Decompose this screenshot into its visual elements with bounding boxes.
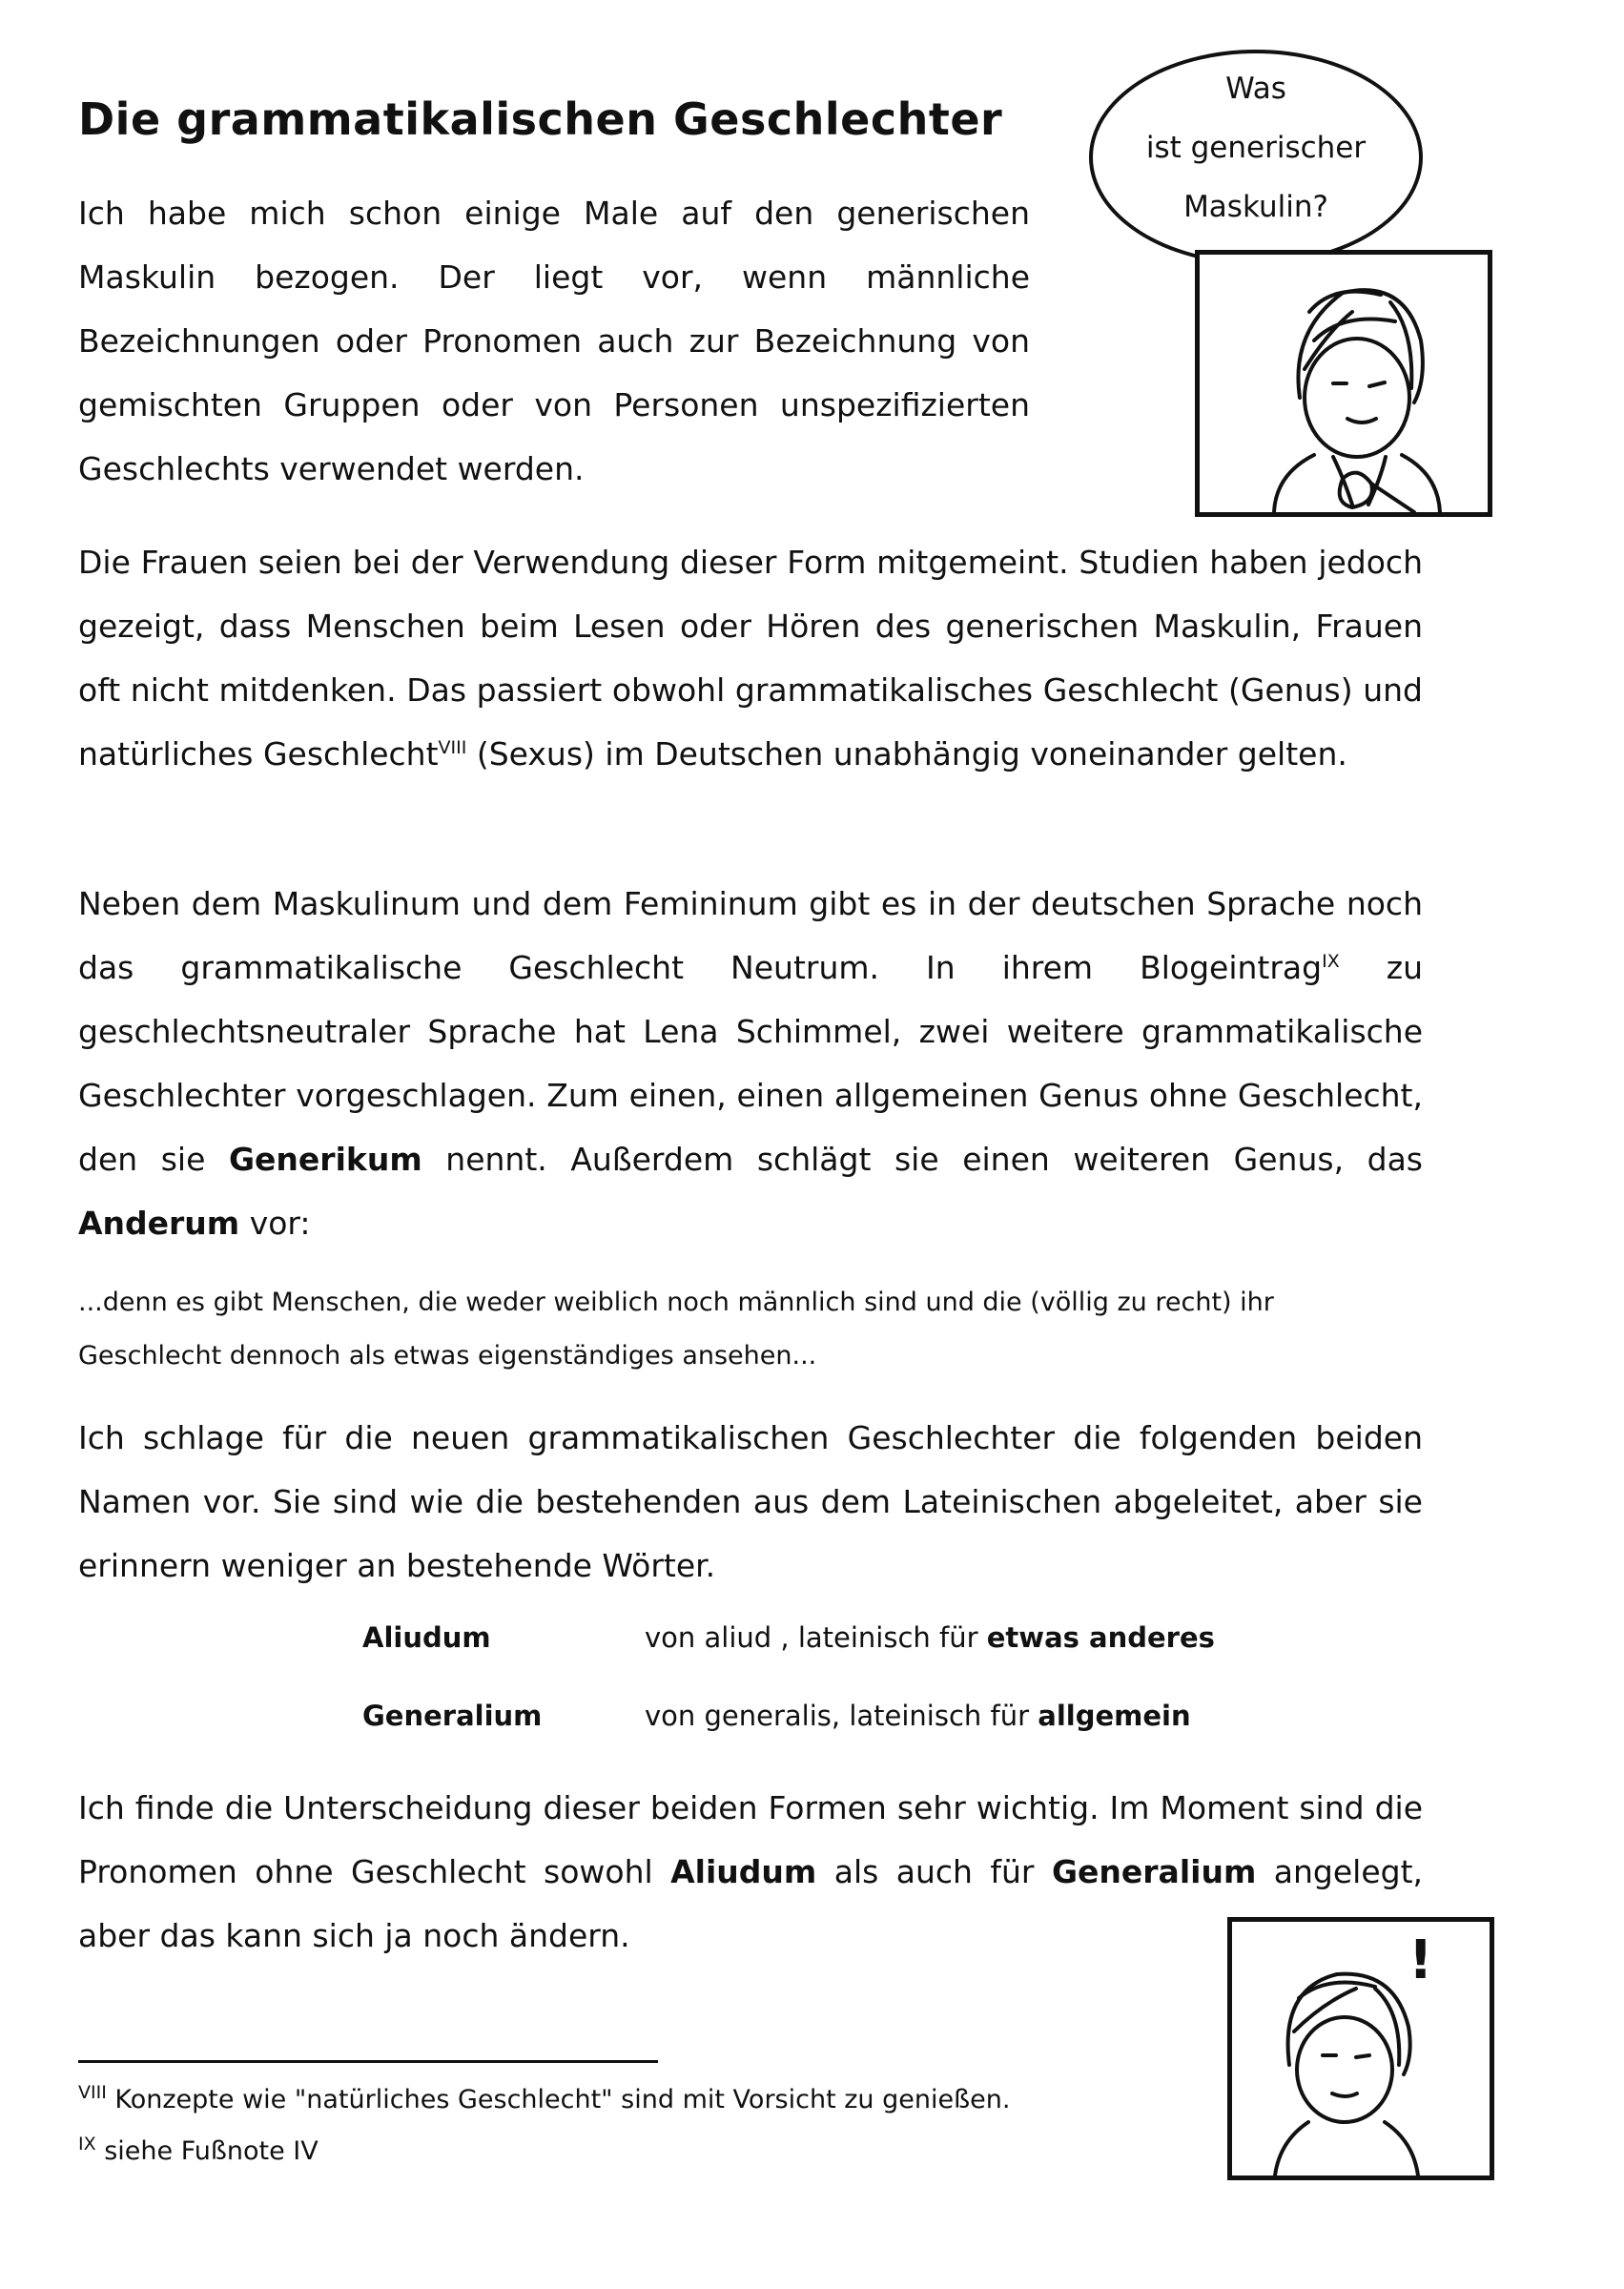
bubble-line: ist generischer [1145,131,1367,165]
footnote-text: Konzepte wie "natürliches Geschlecht" sind mit Vorsicht zu genießen. [106,2085,1011,2114]
term-generalium: Generalium [362,1700,543,1732]
paragraph-text: Ich finde die Unterscheidung dieser beiden Formen sehr wichtig. Im Moment sind die Pronomen ohne Geschlecht sowohl [78,1789,1423,1890]
paragraph-text: zu geschlechtsneutraler Sprache hat Lena Schimmel, zwei weitere grammatikalische Geschlechter vorgeschlagen. Zum einen, einen allgemeinen Genus ohne Geschlecht, den sie [78,949,1423,1178]
paragraph-distinction [78,1776,1423,1968]
page-title: Die grammatikalischen Geschlechter [78,93,1003,145]
paragraph-text: als auch für [816,1853,1052,1890]
bubble-line: Maskulin? [1183,190,1328,224]
paragraph-neutrum [78,872,1423,1255]
term-generalium-description [645,1700,1191,1732]
term-generalium-inline: Generalium [1051,1853,1257,1890]
footnote-viii [78,2082,1011,2114]
footnote-ref-viii[interactable]: VIII [438,737,467,758]
term-generikum: Generikum [228,1141,422,1178]
paragraph-text: nennt. Außerdem schlägt sie einen weiteren Genus, das [421,1141,1423,1178]
footnote-divider [78,2060,658,2063]
surprised-person-icon [1232,1922,1490,2176]
footnote-text: siehe Fußnote IV [95,2136,319,2166]
term-description-bold: etwas anderes [986,1621,1215,1654]
comic-figure-exclamation [1227,1917,1494,2180]
term-description-text: von aliud , lateinisch für [645,1621,987,1654]
speech-bubble [1089,50,1423,265]
paragraph-text: Neben dem Maskulinum und dem Femininum gibt es in der deutschen Sprache noch das grammatikalische Geschlecht Neutrum. In ihrem Blogeintrag [78,885,1423,986]
paragraph-text: angelegt, aber das kann sich ja noch ändern. [78,1853,1423,1954]
footnote-mark: IX [78,2134,96,2155]
term-aliudum-inline: Aliudum [670,1853,817,1890]
thinking-person-icon [1200,255,1488,512]
bubble-line: Was [1225,72,1286,106]
term-aliudum: Aliudum [362,1621,491,1654]
paragraph-women-included [78,530,1423,786]
paragraph-new-names: Ich schlage für die neuen grammatikalischen Geschlechter die folgenden beiden Namen vor. Sie sind wie die bestehenden aus dem Lateinischen abgeleitet, aber sie erinnern weniger an bestehende Wörter. [78,1419,1423,1584]
footnote-ix [78,2136,319,2166]
term-description-text: von generalis, lateinisch für [645,1700,1038,1732]
paragraph-generic-masculine: Ich habe mich schon einige Male auf den generischen Maskulin bezogen. Der liegt vor, wenn männliche Bezeichnungen oder Pronomen auch zur Bezeichnung von gemischten Gruppen oder von Personen unspezifizierten Geschlechts verwendet werden. [78,195,1030,487]
paragraph-text: (Sexus) im Deutschen unabhängig voneinander gelten. [466,735,1347,773]
term-anderum: Anderum [78,1205,240,1242]
footnote-ref-ix[interactable]: IX [1322,951,1340,972]
paragraph-text: vor: [239,1205,311,1242]
term-description-bold: allgemein [1038,1700,1191,1732]
blockquote: ...denn es gibt Menschen, die weder weiblich noch männlich sind und die (völlig zu recht) ihr Geschlecht dennoch als etwas eigenständiges ansehen... [78,1288,1274,1371]
exclamation-icon: ! [1408,1929,1433,1991]
term-aliudum-description [645,1621,1215,1654]
paragraph-text: Die Frauen seien bei der Verwendung dieser Form mitgemeint. Studien haben jedoch gezeigt, dass Menschen beim Lesen oder Hören des generischen Maskulin, Frauen oft nicht mitdenken. Das passiert obwohl grammatikalisches Geschlecht (Genus) und natürliches Geschlecht [78,544,1423,773]
comic-figure-thinking [1195,250,1492,517]
footnote-mark: VIII [78,2082,107,2103]
